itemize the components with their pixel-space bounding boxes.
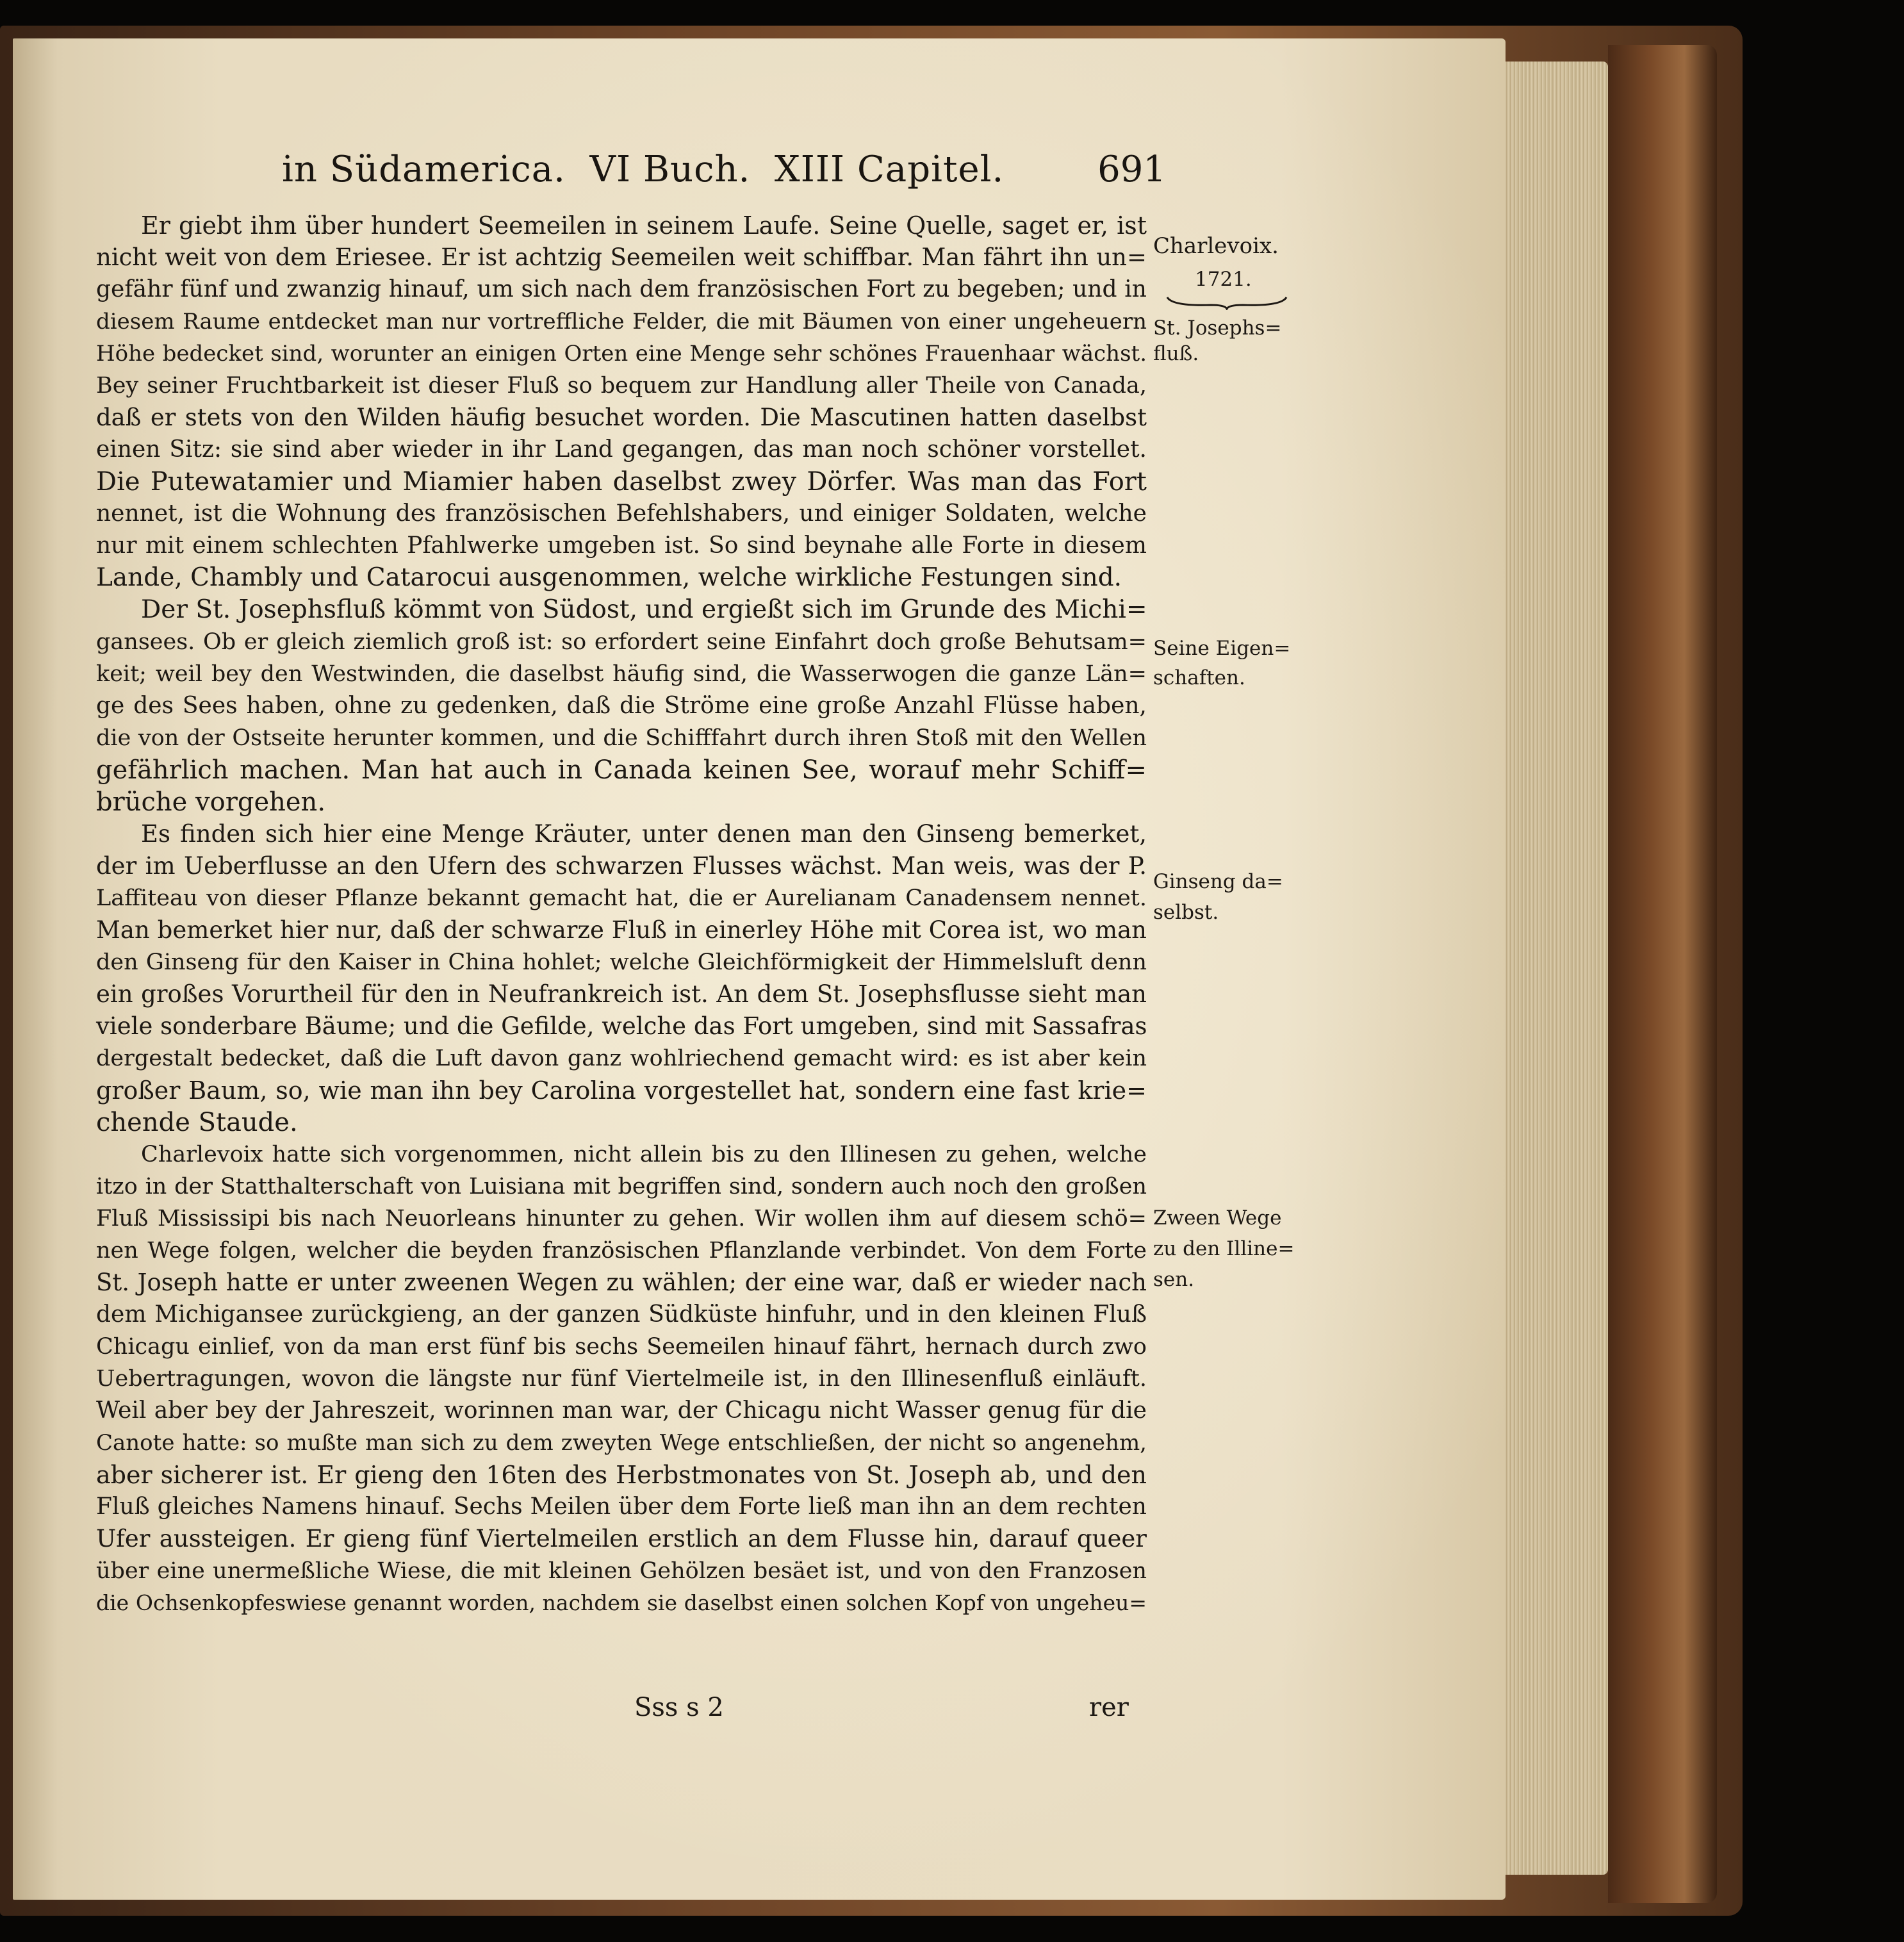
text-line: Die Putewatamier und Miamier haben daselbst zwey Dörfer. Was man das Fort xyxy=(96,467,1147,497)
text-line: Charlevoix hatte sich vorgenommen, nicht allein bis zu den Illinesen zu gehen, welche xyxy=(141,1142,1147,1167)
text-line: nennet, ist die Wohnung des französischen Befehlshabers, und einiger Soldaten, welche xyxy=(96,500,1147,527)
book-cover-right-edge xyxy=(1608,45,1717,1903)
margin-note-title: St. Josephs= xyxy=(1153,317,1282,340)
text-line: daß er stets von den Wilden häufig besuchet worden. Die Mascutinen hatten daselbst xyxy=(96,404,1147,431)
brace-mark xyxy=(1166,295,1288,310)
text-line: Bey seiner Fruchtbarkeit ist dieser Fluß so bequem zur Handlung aller Theile von Canada, xyxy=(96,373,1147,399)
text-line: nur mit einem schlechten Pfahlwerke umgeben ist. So sind beynahe alle Forte in diesem xyxy=(96,532,1147,559)
text-line: gefährlich machen. Man hat auch in Canada keinen See, worauf mehr Schiff= xyxy=(96,755,1147,785)
text-line: viele sonderbare Bäume; und die Gefilde, welche das Fort umgeben, sind mit Sassafras xyxy=(96,1012,1147,1040)
text-line: Laffiteau von dieser Pflanze bekannt gemacht hat, die er Aurelianam Canadensem nennet. xyxy=(96,885,1147,911)
running-header xyxy=(282,149,1166,206)
text-line: einen Sitz: sie sind aber wieder in ihr Land gegangen, das man noch schöner vorstellet. xyxy=(96,436,1147,463)
text-line: dem Michigansee zurückgieng, an der ganzen Südküste hinfuhr, und in den kleinen Fluß xyxy=(96,1301,1147,1328)
text-line xyxy=(96,1651,1147,1683)
text-line: diesem Raume entdecket man nur vortreffliche Felder, die mit Bäumen von einer ungeheuern xyxy=(96,309,1147,334)
margin-note-author: Charlevoix. xyxy=(1153,233,1279,259)
catchword: rer xyxy=(1089,1693,1129,1722)
page-number: 691 xyxy=(1097,149,1166,190)
text-line: chende Staude. xyxy=(96,1108,298,1137)
text-line: Uebertragungen, wovon die längste nur fünf Viertelmeile ist, in den Illinesenfluß einläuft. xyxy=(96,1366,1147,1392)
page-edges xyxy=(1506,62,1608,1875)
text-line: nen Wege folgen, welcher die beyden französischen Pflanzlande verbindet. Von dem Forte xyxy=(96,1238,1147,1263)
text-line: den Ginseng für den Kaiser in China hohlet; welche Gleichförmigkeit der Himmelsluft denn xyxy=(96,950,1147,975)
text-line: Fluß Mississipi bis nach Neuorleans hinunter zu gehen. Wir wollen ihm auf diesem schö= xyxy=(96,1206,1147,1231)
margin-note-title: Ginseng da= xyxy=(1153,870,1283,893)
text-line: Es finden sich hier eine Menge Kräuter, unter denen man den Ginseng bemerket, xyxy=(141,820,1147,848)
margin-note-title: schaften. xyxy=(1153,666,1245,689)
text-line: die Ochsenkopfeswiese genannt worden, nachdem sie daselbst einen solchen Kopf von ungeheu= xyxy=(96,1590,1147,1615)
margin-note-title: sen. xyxy=(1153,1268,1195,1291)
text-line: über eine unermeßliche Wiese, die mit kleinen Gehölzen besäet ist, und von den Franzosen xyxy=(96,1558,1147,1584)
text-line: gefähr fünf und zwanzig hinauf, um sich nach dem französischen Fort zu begeben; und in xyxy=(96,276,1147,302)
text-line: großer Baum, so, wie man ihn bey Carolina vorgestellet hat, sondern eine fast krie= xyxy=(96,1076,1147,1105)
text-line: dergestalt bedecket, daß die Luft davon ganz wohlriechend gemacht wird: es ist aber kein xyxy=(96,1046,1147,1071)
text-line: Höhe bedecket sind, worunter an einigen Orten eine Menge sehr schönes Frauenhaar wächst. xyxy=(96,341,1147,366)
header-title: in Südamerica. VI Buch. XIII Capitel. xyxy=(282,149,1005,190)
text-line: der im Ueberflusse an den Ufern des schwarzen Flusses wächst. Man weis, was der P. xyxy=(96,852,1147,880)
margin-note-title: fluß. xyxy=(1153,342,1199,365)
text-line: Ufer aussteigen. Er gieng fünf Viertelmeilen erstlich an dem Flusse hin, darauf queer xyxy=(96,1525,1147,1552)
margin-note-title: Zween Wege xyxy=(1153,1206,1282,1230)
text-line: ein großes Vorurtheil für den in Neufrankreich ist. An dem St. Josephsflusse sieht man xyxy=(96,980,1147,1008)
text-line: die von der Ostseite herunter kommen, und die Schifffahrt durch ihren Stoß mit den Wellen xyxy=(96,725,1147,751)
text-line: Weil aber bey der Jahreszeit, worinnen man war, der Chicagu nicht Wasser genug für die xyxy=(96,1397,1147,1424)
text-line: Der St. Josephsfluß kömmt von Südost, und ergießt sich im Grunde des Michi= xyxy=(141,595,1147,624)
signature-mark: Sss s 2 xyxy=(634,1693,724,1722)
text-line: nicht weit von dem Eriesee. Er ist achtzig Seemeilen weit schiffbar. Man fährt ihn un= xyxy=(96,243,1147,271)
text-line: gansees. Ob er gleich ziemlich groß ist: so erfordert seine Einfahrt doch große Behutsam= xyxy=(96,629,1147,655)
text-line: Er giebt ihm über hundert Seemeilen in seinem Laufe. Seine Quelle, saget er, ist xyxy=(141,211,1147,240)
text-line: itzo in der Statthalterschaft von Luisiana mit begriffen sind, sondern auch noch den großen xyxy=(96,1174,1147,1199)
text-line: Lande, Chambly und Catarocui ausgenommen, welche wirkliche Festungen sind. xyxy=(96,563,1122,592)
text-line: Chicagu einlief, von da man erst fünf bis sechs Seemeilen hinauf fährt, hernach durch zwo xyxy=(96,1334,1147,1360)
text-line: Man bemerket hier nur, daß der schwarze Fluß in einerley Höhe mit Corea ist, wo man xyxy=(96,916,1147,944)
text-line: St. Joseph hatte er unter zweenen Wegen zu wählen; der eine war, daß er wieder nach xyxy=(96,1269,1147,1296)
margin-note-title: Seine Eigen= xyxy=(1153,637,1291,660)
text-line: keit; weil bey den Westwinden, die daselbst häufig sind, die Wasserwogen die ganze Län= xyxy=(96,661,1147,687)
text-line: Fluß gleiches Namens hinauf. Sechs Meilen über dem Forte ließ man ihn an dem rechten xyxy=(96,1494,1147,1520)
text-line xyxy=(96,1619,1147,1651)
text-line: brüche vorgehen. xyxy=(96,787,326,817)
margin-note-title: zu den Illine= xyxy=(1153,1237,1295,1260)
margin-note-year: 1721. xyxy=(1195,268,1252,291)
margin-note-title: selbst. xyxy=(1153,901,1219,924)
text-line: ge des Sees haben, ohne zu gedenken, daß die Ströme eine große Anzahl Flüsse haben, xyxy=(96,693,1147,719)
text-line: Canote hatte: so mußte man sich zu dem zweyten Wege entschließen, der nicht so angenehm, xyxy=(96,1430,1147,1456)
text-line: aber sicherer ist. Er gieng den 16ten des Herbstmonates von St. Joseph ab, und den xyxy=(96,1461,1147,1489)
